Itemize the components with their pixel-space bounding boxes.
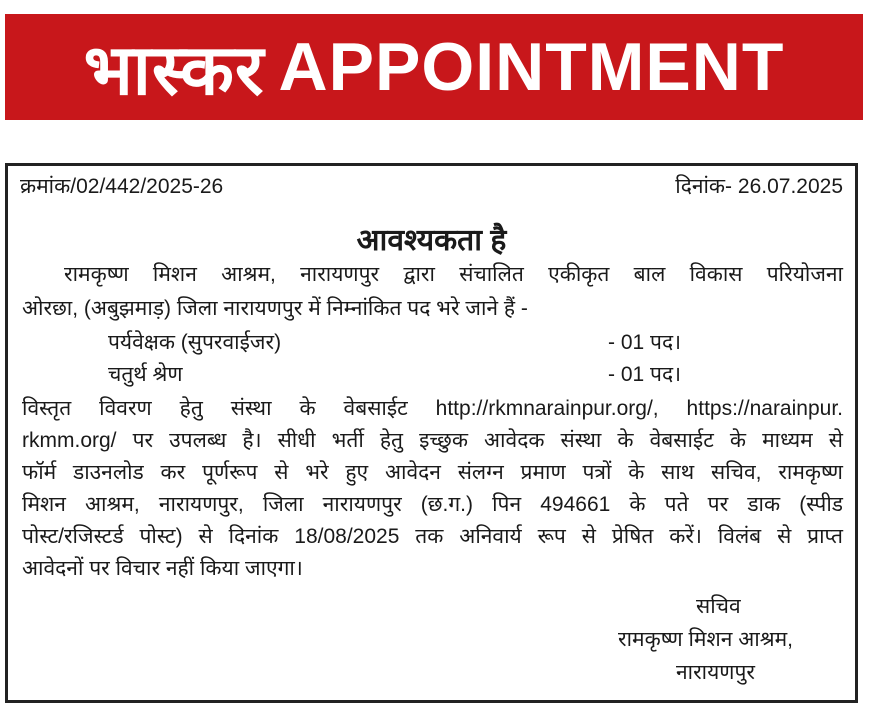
body-line: मिशन आश्रम, नारायणपुर, जिला नारायणपुर (छ.ग.) पिन 494661 के पते पर डाक (स्पीड xyxy=(22,493,843,516)
signature-place: नारायणपुर xyxy=(676,661,756,684)
post-count: - 01 पद। xyxy=(608,363,682,386)
signature-title: सचिव xyxy=(696,595,741,618)
banner-hindi-logo: भास्कर xyxy=(83,31,265,109)
body-line: आवेदनों पर विचार नहीं किया जाएगा। xyxy=(22,557,303,580)
reference-number: क्रमांक/02/442/2025-26 xyxy=(20,175,224,198)
notice-date: दिनांक- 26.07.2025 xyxy=(675,175,843,198)
signature-org: रामकृष्ण मिशन आश्रम, xyxy=(618,628,793,651)
body-line: विस्तृत विवरण हेतु संस्था के वेबसाईट http://rkmnarainpur.org/, https://narainpur. xyxy=(22,397,843,420)
post-count: - 01 पद। xyxy=(608,331,682,354)
banner-title: APPOINTMENT xyxy=(278,29,785,105)
intro-line: रामकृष्ण मिशन आश्रम, नारायणपुर द्वारा संचालित एकीकृत बाल विकास परियोजना xyxy=(64,263,843,286)
notice-title: आवश्यकता है xyxy=(356,224,507,257)
body-line: rkmm.org/ पर उपलब्ध है। सीधी भर्ती हेतु इच्छुक आवेदक संस्था के वेबसाईट के माध्यम से xyxy=(22,429,843,452)
post-name: चतुर्थ श्रेण xyxy=(108,363,183,386)
body-line: फॉर्म डाउनलोड कर पूर्णरूप से भरे हुए आवेदन संलग्न प्रमाण पत्रों के साथ सचिव, रामकृष्ण xyxy=(22,461,843,484)
body-line: पोस्ट/रजिस्टर्ड पोस्ट) से दिनांक 18/08/2025 तक अनिवार्य रूप से प्रेषित करें। विलंब से प्राप्त xyxy=(22,525,843,548)
banner xyxy=(5,14,863,120)
intro-line: ओरछा, (अबुझमाड़) जिला नारायणपुर में निम्नांकित पद भरे जाने हैं - xyxy=(22,297,528,320)
notice-box xyxy=(5,163,858,703)
post-name: पर्यवेक्षक (सुपरवाईजर) xyxy=(108,331,282,354)
